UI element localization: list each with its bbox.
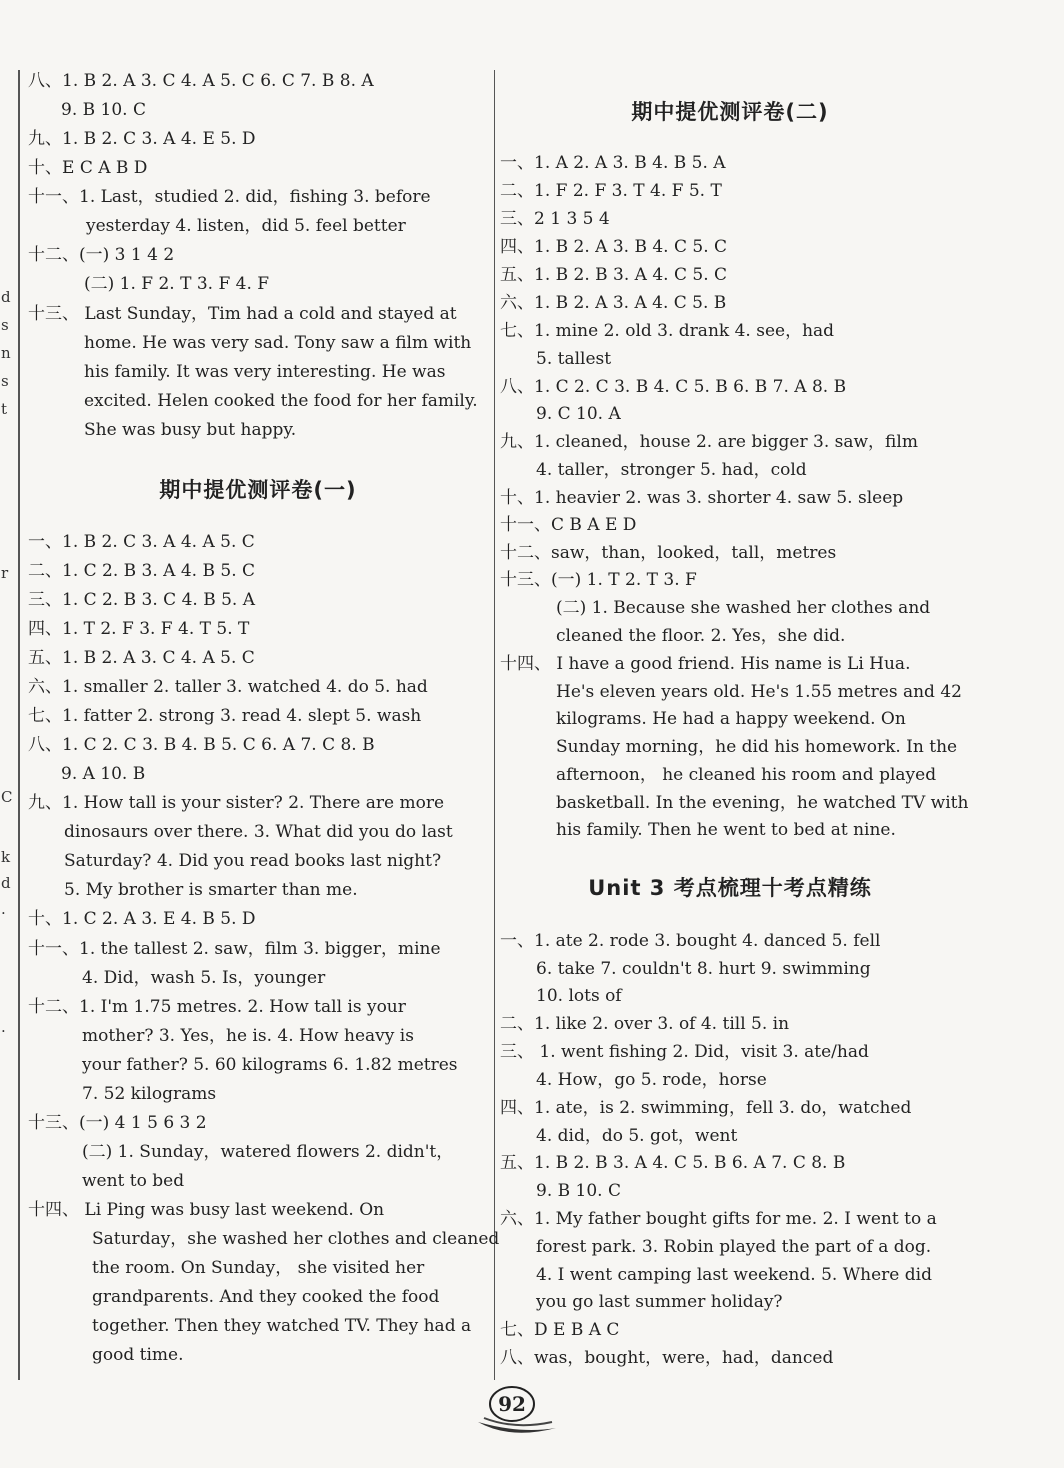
answer-line: mother? 3. Yes，he is. 4. How heavy is (82, 1026, 414, 1046)
margin-letter: t (1, 400, 8, 418)
answer-line: 五、1. B 2. B 3. A 4. C 5. B 6. A 7. C 8. B (500, 1153, 846, 1173)
margin-letter: d (1, 874, 11, 892)
margin-letter: s (1, 316, 9, 334)
answer-line: 八、1. C 2. C 3. B 4. B 5. C 6. A 7. C 8. B (28, 735, 375, 755)
page-number: 92 (498, 1392, 526, 1416)
answer-line: Saturday，she washed her clothes and cleaned (92, 1229, 500, 1249)
answer-line: (二) 1. Because she washed her clothes and (556, 598, 931, 618)
answer-line: (二) 1. Sunday，watered flowers 2. didn't， (82, 1142, 454, 1162)
answer-line: 三、2 1 3 5 4 (500, 209, 610, 229)
answer-line: 三、1. C 2. B 3. C 4. B 5. A (28, 590, 256, 610)
answer-line: 6. take 7. couldn't 8. hurt 9. swimming (536, 959, 871, 979)
answer-line: 十三、(一) 1. T 2. T 3. F (500, 570, 697, 590)
answer-line: 九、1. cleaned，house 2. are bigger 3. saw，film (500, 432, 918, 452)
answer-line: 十一、C B A E D (500, 515, 637, 535)
answer-line: 八、1. C 2. C 3. B 4. C 5. B 6. B 7. A 8. B (500, 377, 847, 397)
margin-letter: . (1, 900, 6, 918)
answer-line: 十二、saw，than，looked，tall，metres (500, 543, 837, 563)
answer-line: 一、1. ate 2. rode 3. bought 4. danced 5. fell (500, 931, 881, 951)
answer-line: 十二、1. I'm 1.75 metres. 2. How tall is your (28, 997, 406, 1017)
answer-line: kilograms. He had a happy weekend. On (556, 709, 906, 729)
page-number-badge (470, 1382, 560, 1442)
answer-line: She was busy but happy. (84, 420, 297, 440)
answer-line: 10. lots of (536, 986, 622, 1006)
answer-line: forest park. 3. Robin played the part of a dog. (536, 1237, 932, 1257)
answer-line: 六、1. smaller 2. taller 3. watched 4. do 5. had (28, 677, 428, 697)
answer-line: 十三、(一) 4 1 5 6 3 2 (28, 1113, 207, 1133)
section-heading: Unit 3 考点梳理十考点精练 (588, 876, 872, 900)
margin-letters (0, 0, 14, 1400)
answer-line: 十四、 I have a good friend. His name is Li Hua. (500, 654, 911, 674)
margin-letter: s (1, 372, 9, 390)
answer-line: went to bed (82, 1171, 185, 1191)
answer-line: He's eleven years old. He's 1.55 metres and 42 (556, 682, 962, 702)
answer-line: the room. On Sunday， she visited her (92, 1258, 425, 1278)
answer-line: 4. Did，wash 5. Is，younger (82, 968, 326, 988)
margin-letter: C (1, 788, 13, 806)
answer-line: his family. Then he went to bed at nine. (556, 820, 896, 840)
section-heading: 期中提优测评卷(一) (159, 478, 357, 502)
answer-line: 十一、1. Last，studied 2. did，fishing 3. before (28, 187, 431, 207)
answer-line: 二、1. C 2. B 3. A 4. B 5. C (28, 561, 256, 581)
answer-line: Saturday? 4. Did you read books last night? (64, 851, 442, 871)
answer-line: Sunday morning，he did his homework. In the (556, 737, 958, 757)
answer-line: 一、1. A 2. A 3. B 4. B 5. A (500, 153, 726, 173)
answer-line: 六、1. B 2. A 3. A 4. C 5. B (500, 293, 727, 313)
answer-line: 五、1. B 2. B 3. A 4. C 5. C (500, 265, 728, 285)
answer-line: 十三、 Last Sunday，Tim had a cold and stayed at (28, 304, 457, 324)
answer-line: 七、1. fatter 2. strong 3. read 4. slept 5. wash (28, 706, 422, 726)
answer-line: home. He was very sad. Tony saw a film with (84, 333, 472, 353)
answer-line: 7. 52 kilograms (82, 1084, 217, 1104)
left-margin-rule (18, 70, 20, 1380)
margin-letter: k (1, 848, 11, 866)
margin-letter: r (1, 564, 9, 582)
answer-line: 九、1. B 2. C 3. A 4. E 5. D (28, 129, 256, 149)
answer-line: afternoon， he cleaned his room and played (556, 765, 937, 785)
answer-line: 四、1. ate，is 2. swimming，fell 3. do，watched (500, 1098, 912, 1118)
section-heading: 期中提优测评卷(二) (631, 100, 829, 124)
answer-line: 五、1. B 2. A 3. C 4. A 5. C (28, 648, 255, 668)
answer-line: dinosaurs over there. 3. What did you do last (64, 822, 453, 842)
answer-line: 七、D E B A C (500, 1320, 620, 1340)
answer-line: 9. A 10. B (61, 764, 146, 784)
answer-line: 四、1. T 2. F 3. F 4. T 5. T (28, 619, 250, 639)
answer-line: you go last summer holiday? (536, 1292, 783, 1312)
answer-line: 十二、(一) 3 1 4 2 (28, 245, 175, 265)
answer-line: 九、1. How tall is your sister? 2. There are more (28, 793, 445, 813)
answer-line: yesterday 4. listen，did 5. feel better (86, 216, 406, 236)
answer-line: 三、 1. went fishing 2. Did，visit 3. ate/had (500, 1042, 869, 1062)
answer-line: 5. My brother is smarter than me. (64, 880, 358, 900)
answer-line: 二、1. like 2. over 3. of 4. till 5. in (500, 1014, 790, 1034)
margin-letter: d (1, 288, 11, 306)
answer-line: 9. B 10. C (536, 1181, 621, 1201)
answer-line: 六、1. My father bought gifts for me. 2. I went to a (500, 1209, 937, 1229)
margin-letter: . (1, 1018, 6, 1036)
answer-line: 二、1. F 2. F 3. T 4. F 5. T (500, 181, 722, 201)
answer-line: 一、1. B 2. C 3. A 4. A 5. C (28, 532, 255, 552)
answer-line: 八、was，bought，were，had，danced (500, 1348, 834, 1368)
answer-line: 4. taller，stronger 5. had，cold (536, 460, 807, 480)
answer-line: 9. B 10. C (61, 100, 146, 120)
answer-line: 4. did，do 5. got，went (536, 1126, 738, 1146)
answer-line: basketball. In the evening，he watched TV with (556, 793, 969, 813)
answer-line: 5. tallest (536, 349, 612, 369)
answer-line: cleaned the floor. 2. Yes，she did. (556, 626, 846, 646)
answer-line: 十四、 Li Ping was busy last weekend. On (28, 1200, 385, 1220)
answer-line: his family. It was very interesting. He was (84, 362, 446, 382)
answer-line: 七、1. mine 2. old 3. drank 4. see，had (500, 321, 835, 341)
answer-line: 四、1. B 2. A 3. B 4. C 5. C (500, 237, 728, 257)
answer-line: 十、E C A B D (28, 158, 148, 178)
answer-line: 9. C 10. A (536, 404, 621, 424)
answer-line: 十、1. C 2. A 3. E 4. B 5. D (28, 909, 256, 929)
answer-line: together. Then they watched TV. They had a (92, 1316, 472, 1336)
answer-line: (二) 1. F 2. T 3. F 4. F (84, 274, 270, 294)
answer-line: 八、1. B 2. A 3. C 4. A 5. C 6. C 7. B 8. A (28, 71, 374, 91)
answer-line: your father? 5. 60 kilograms 6. 1.82 metres (82, 1055, 458, 1075)
answer-line: 4. How，go 5. rode，horse (536, 1070, 767, 1090)
margin-letter: n (1, 344, 11, 362)
answer-line: 十一、1. the tallest 2. saw，film 3. bigger，mine (28, 939, 441, 959)
answer-line: grandparents. And they cooked the food (92, 1287, 440, 1307)
answer-line: 十、1. heavier 2. was 3. shorter 4. saw 5. sleep (500, 488, 904, 508)
answer-line: excited. Helen cooked the food for her family. (84, 391, 478, 411)
answer-line: 4. I went camping last weekend. 5. Where did (536, 1265, 932, 1285)
answer-line: good time. (92, 1345, 184, 1365)
